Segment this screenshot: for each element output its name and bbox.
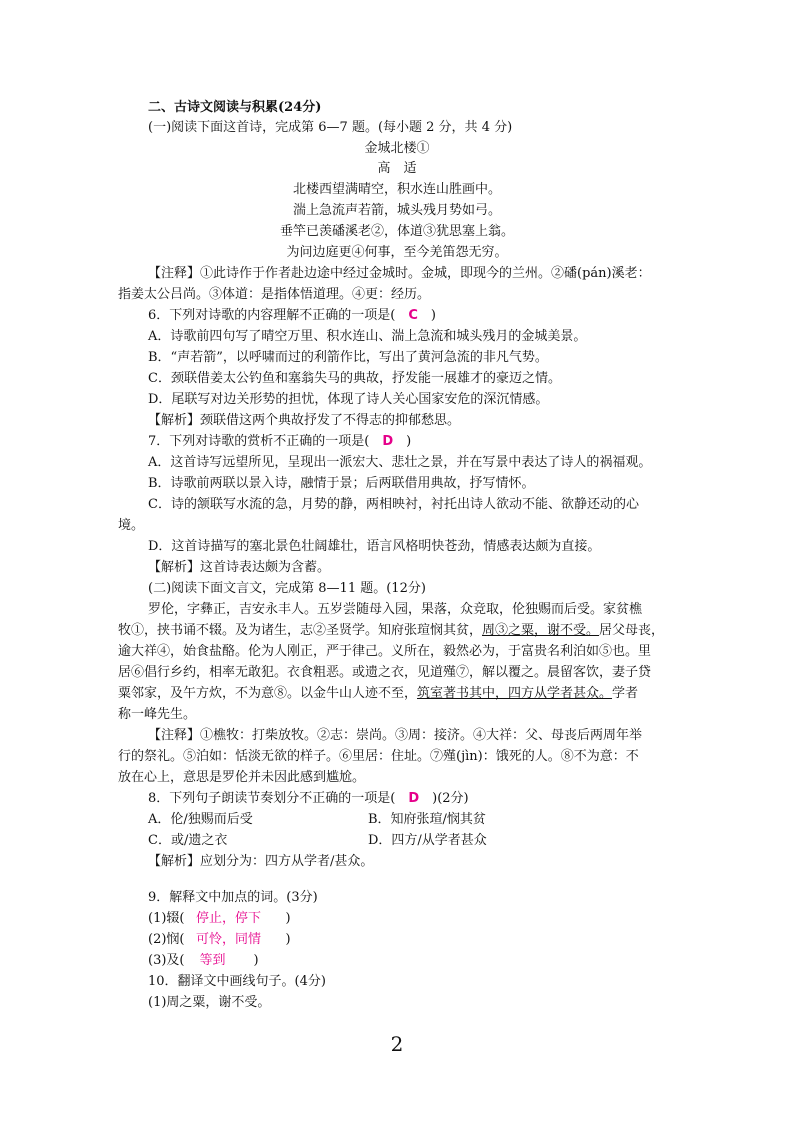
poem-notes-line-2: 指姜太公吕尚。③体道：是指体悟道理。④更：经历。 [118,287,431,302]
poem-line-3: 垂竿已羡磻溪老②，体道③犹思塞上翁。 [279,224,514,239]
passage-line-2-tail: 居父母丧， [599,623,665,638]
question-8-stem-text: 8．下列句子朗读节奏划分不正确的一项是( [148,791,409,806]
question-7-answer: D [382,434,394,449]
question-6-option-c: C．颈联借姜太公钓鱼和塞翁失马的典故，抒发能一展雄才的豪迈之情。 [148,371,561,386]
question-7-option-a: A．这首诗写远望所见，呈现出一派宏大、悲壮之景，并在写景中表达了诗人的祸福观。 [148,455,652,470]
question-8-analysis: 【解析】应划分为：四方从学者/甚众。 [148,854,374,869]
question-7-option-d: D．这首诗描写的塞北景色壮阔雄壮，语言风格明快苍劲，情感表达颇为直接。 [148,539,601,554]
passage-notes-line-2: 行的祭礼。⑤泊如：恬淡无欲的样子。⑥里居：住址。⑦殣(jìn)：饿死的人。⑧不为意：不 [118,749,639,764]
question-7-stem-close: ) [393,434,412,449]
question-10-stem: 10．翻译文中画线句子。(4分) [148,974,326,989]
question-9-item-3 [148,951,259,971]
passage-line-4: 居⑥倡行乡约，相率无敢犯。衣食粗恶。或遗之衣，见道殣⑦，解以覆之。晨留客饮，妻子贷 [118,665,652,680]
question-9-item-1-close: ) [272,911,291,926]
question-9-item-1 [148,909,291,929]
passage-line-5 [118,684,638,704]
question-8-option-c: C．或/遗之衣 [148,833,228,848]
passage-line-2 [118,621,664,641]
question-9-item-2 [148,930,291,950]
question-8-answer: D [408,791,420,806]
poem-author: 高 适 [377,161,417,176]
question-6-option-a: A．诗歌前四句写了晴空万里、积水连山、湍上急流和城头残月的金城美景。 [148,329,587,344]
question-9-item-2-close: ) [272,932,291,947]
question-9-stem: 9．解释文中加点的词。(3分) [148,890,318,905]
poem-title: 金城北楼① [364,141,430,156]
poem-notes-line-1: 【注释】①此诗作于作者赴边途中经过金城时。金城，即现今的兰州。②磻(pán)溪老： [148,266,651,281]
question-6-option-d: D．尾联写对边关形势的担忧，体现了诗人关心国家安危的深沉情感。 [148,392,549,407]
question-9-item-3-label: (3)及( [148,953,185,968]
part1-intro: (一)阅读下面这首诗，完成第 6—7 题。(每小题 2 分，共 4 分) [148,120,513,135]
question-8-option-b: B．知府张瑄/悯其贫 [368,812,486,827]
question-6-option-b: B．“声若箭”，以呼啸而过的利箭作比，写出了黄河急流的非凡气势。 [148,350,548,365]
page-number: 2 [390,1032,404,1056]
passage-line-5-tail: 学者 [612,686,639,701]
question-6-answer: C [408,308,418,323]
question-9-item-1-answer: 停止，停下 [195,911,261,926]
passage-underlined-sentence-2: 筑室著书其中，四方从学者甚众。 [417,686,613,701]
question-8-stem [148,789,469,809]
question-9-item-3-answer: 等到 [199,953,226,968]
poem-line-4: 为问边庭更④何事，至今羌笛怨无穷。 [286,245,508,260]
passage-notes-line-3: 放在心上，意思是罗伦并未因此感到尴尬。 [118,770,366,785]
question-9-item-3-close: ) [240,953,259,968]
question-6-stem-text: 6．下列对诗歌的内容理解不正确的一项是( [148,308,409,323]
poem-line-1: 北楼西望满晴空，积水连山胜画中。 [292,182,501,197]
question-7-analysis: 【解析】这首诗表达颇为含蓄。 [148,560,331,575]
question-6-stem [148,306,436,326]
question-6-stem-close: ) [417,308,436,323]
passage-line-1: 罗伦，字彝正，吉安永丰人。五岁尝随母入园，果落，众竞取，伦独赐而后受。家贫樵 [148,602,643,617]
question-7-stem-text: 7．下列对诗歌的赏析不正确的一项是( [148,434,383,449]
question-6-analysis: 【解析】颈联借这两个典故抒发了不得志的抑郁愁思。 [148,413,461,428]
question-7-option-c: C．诗的颔联写水流的急，月势的静，两相映衬，衬托出诗人欲动不能、欲静还动的心 [148,497,639,512]
passage-line-6: 称一峰先生。 [118,707,197,722]
question-7-option-b: B．诗歌前两联以景入诗，融情于景；后两联借用典故，抒写情怀。 [148,476,535,491]
question-9-item-2-answer: 可怜，同情 [195,932,261,947]
passage-notes-line-1: 【注释】①樵牧：打柴放牧。②志：崇尚。③周：接济。④大祥：父、母丧后两周年举 [148,728,643,743]
question-8-option-a: A．伦/独赐而后受 [148,812,253,827]
question-7-option-c-cont: 境。 [118,518,145,533]
part2-intro: (二)阅读下面文言文，完成第 8—11 题。(12分) [148,581,426,596]
passage-line-5-text: 粟邻家，及午方炊，不为意⑧。以金牛山人迹不至， [118,686,418,701]
question-10-item-1: (1)周之粟，谢不受。 [148,995,271,1010]
question-9-item-2-label: (2)悯( [148,932,185,947]
question-7-stem [148,432,411,452]
passage-underlined-sentence-1: 周③之粟，谢不受。 [482,623,600,638]
section-heading: 二、古诗文阅读与积累(24分) [148,100,322,115]
passage-line-3: 逾大祥④，始食盐酪。伦为人刚正，严于律己。义所在，毅然必为，于富贵名利泊如⑤也。里 [118,644,652,659]
question-8-stem-close: )(2分) [419,791,469,806]
question-9-item-1-label: (1)辍( [148,911,185,926]
question-8-option-d: D．四方/从学者甚众 [368,833,487,848]
poem-line-2: 湍上急流声若箭，城头残月势如弓。 [292,203,501,218]
passage-line-2-text: 牧①，挟书诵不辍。及为诸生，志②圣贤学。知府张瑄悯其贫， [118,623,483,638]
